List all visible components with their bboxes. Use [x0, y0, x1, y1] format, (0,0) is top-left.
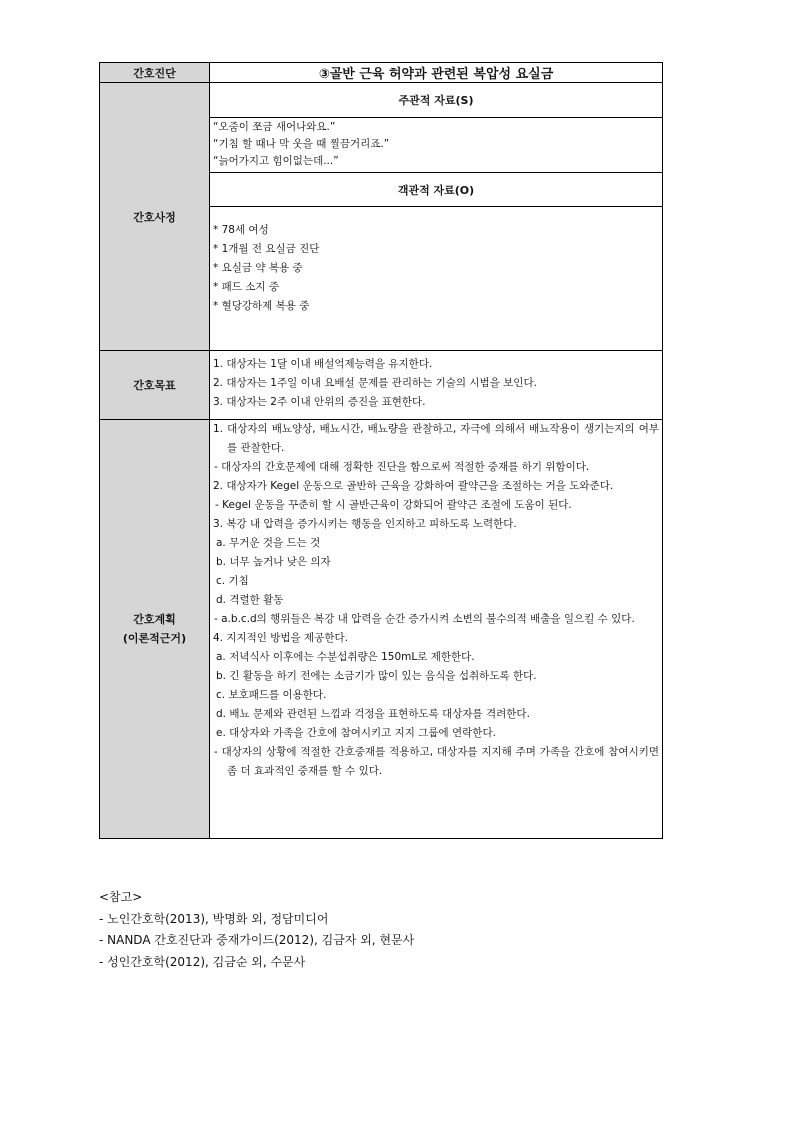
reference-item: - 성인간호학(2012), 김금순 외, 수문사: [99, 954, 306, 969]
plan-sub-item: d. 배뇨 문제와 관련된 느낌과 걱정을 표현하도록 대상자를 격려한다.: [216, 708, 530, 720]
plan-rationale: - a.b.c.d의 행위들은 복강 내 압력을 순간 증가시켜 소변의 불수의적 배출을 일으킬 수 있다.: [214, 613, 635, 625]
goal-item: 1. 대상자는 1달 이내 배설억제능력을 유지한다.: [213, 358, 433, 370]
plan-intervention: 1. 대상자의 배뇨양상, 배뇨시간, 배뇨량을 관찰하고, 자극에 의해서 배뇨작용이 생기는지의 여부를 관찰한다.: [213, 423, 659, 454]
plan-sub-item: a. 무거운 것을 드는 것: [216, 537, 321, 549]
plan-rationale: - 대상자의 상황에 적절한 간호중재를 적용하고, 대상자를 지지해 주며 가족을 간호에 참여시키면 좀 더 효과적인 중재를 할 수 있다.: [214, 746, 659, 777]
references-heading: <참고>: [99, 890, 143, 904]
diagnosis-title: ③골반 근육 허약과 관련된 복압성 요실금: [210, 63, 663, 83]
assessment-label: 간호사정: [100, 83, 210, 351]
subjective-quote: “오줌이 쪼금 새어나와요.”: [213, 121, 336, 133]
references: [99, 887, 414, 973]
plan-cell: [210, 420, 663, 839]
reference-item: - 노인간호학(2013), 박명화 외, 정담미디어: [99, 911, 329, 926]
objective-item: * 1개월 전 요실금 진단: [213, 243, 320, 255]
plan-intervention: 4. 지지적인 방법을 제공한다.: [213, 632, 348, 644]
goal-item: 2. 대상자는 1주일 이내 요배설 문제를 관리하는 기술의 시범을 보인다.: [213, 377, 537, 389]
subjective-quote: “늙어가지고 힘이없는데...”: [213, 155, 339, 167]
plan-intervention: 3. 복강 내 압력을 증가시키는 행동을 인지하고 피하도록 노력한다.: [213, 518, 517, 530]
plan-sub-item: c. 보호패드를 이용한다.: [216, 689, 327, 701]
reference-item: - NANDA 간호진단과 중재가이드(2012), 김금자 외, 현문사: [99, 933, 415, 947]
plan-sub-item: e. 대상자와 가족을 간호에 참여시키고 지지 그룹에 연락한다.: [216, 727, 496, 739]
goals-cell: [210, 351, 663, 420]
plan-label-rationale: (이론적근거): [122, 632, 187, 645]
plan-sub-item: c. 기침: [216, 575, 249, 587]
objective-item: * 요실금 약 복용 중: [213, 262, 303, 274]
plan-label-title: 간호계획: [133, 613, 176, 626]
plan-sub-item: a. 저녁식사 이후에는 수분섭취량은 150mL로 제한한다.: [216, 651, 475, 663]
objective-item: * 78세 여성: [213, 224, 269, 236]
goal-item: 3. 대상자는 2주 이내 안위의 증진을 표현한다.: [213, 396, 426, 408]
objective-item: * 혈당강하제 복용 중: [213, 300, 310, 312]
objective-cell: [210, 207, 663, 351]
plan-label: [100, 420, 210, 839]
plan-sub-item: b. 긴 활동을 하기 전에는 소금기가 많이 있는 음식을 섭취하도록 한다.: [216, 670, 537, 682]
objective-item: * 패드 소지 중: [213, 281, 279, 293]
plan-sub-item: d. 격렬한 활동: [216, 594, 284, 606]
subjective-cell: [210, 118, 663, 173]
objective-header: 객관적 자료(O): [210, 173, 663, 207]
care-plan-table: [99, 62, 663, 839]
plan-rationale: - Kegel 운동을 꾸준히 할 시 골반근육이 강화되어 괄약근 조절에 도움이 된다.: [215, 499, 572, 511]
diagnosis-label: 간호진단: [100, 63, 210, 83]
plan-intervention: 2. 대상자가 Kegel 운동으로 골반하 근육을 강화하여 괄약근을 조절하는 거을 도와준다.: [213, 480, 614, 492]
subjective-quote: “기침 할 때나 막 웃을 때 찔끔거리죠.”: [213, 138, 390, 150]
subjective-header: 주관적 자료(S): [210, 83, 663, 118]
plan-rationale: - 대상자의 간호문제에 대해 정확한 진단을 함으로써 적절한 중재를 하기 위함이다.: [214, 461, 590, 473]
goals-label: 간호목표: [100, 351, 210, 420]
plan-sub-item: b. 너무 높거나 낮은 의자: [216, 556, 331, 568]
